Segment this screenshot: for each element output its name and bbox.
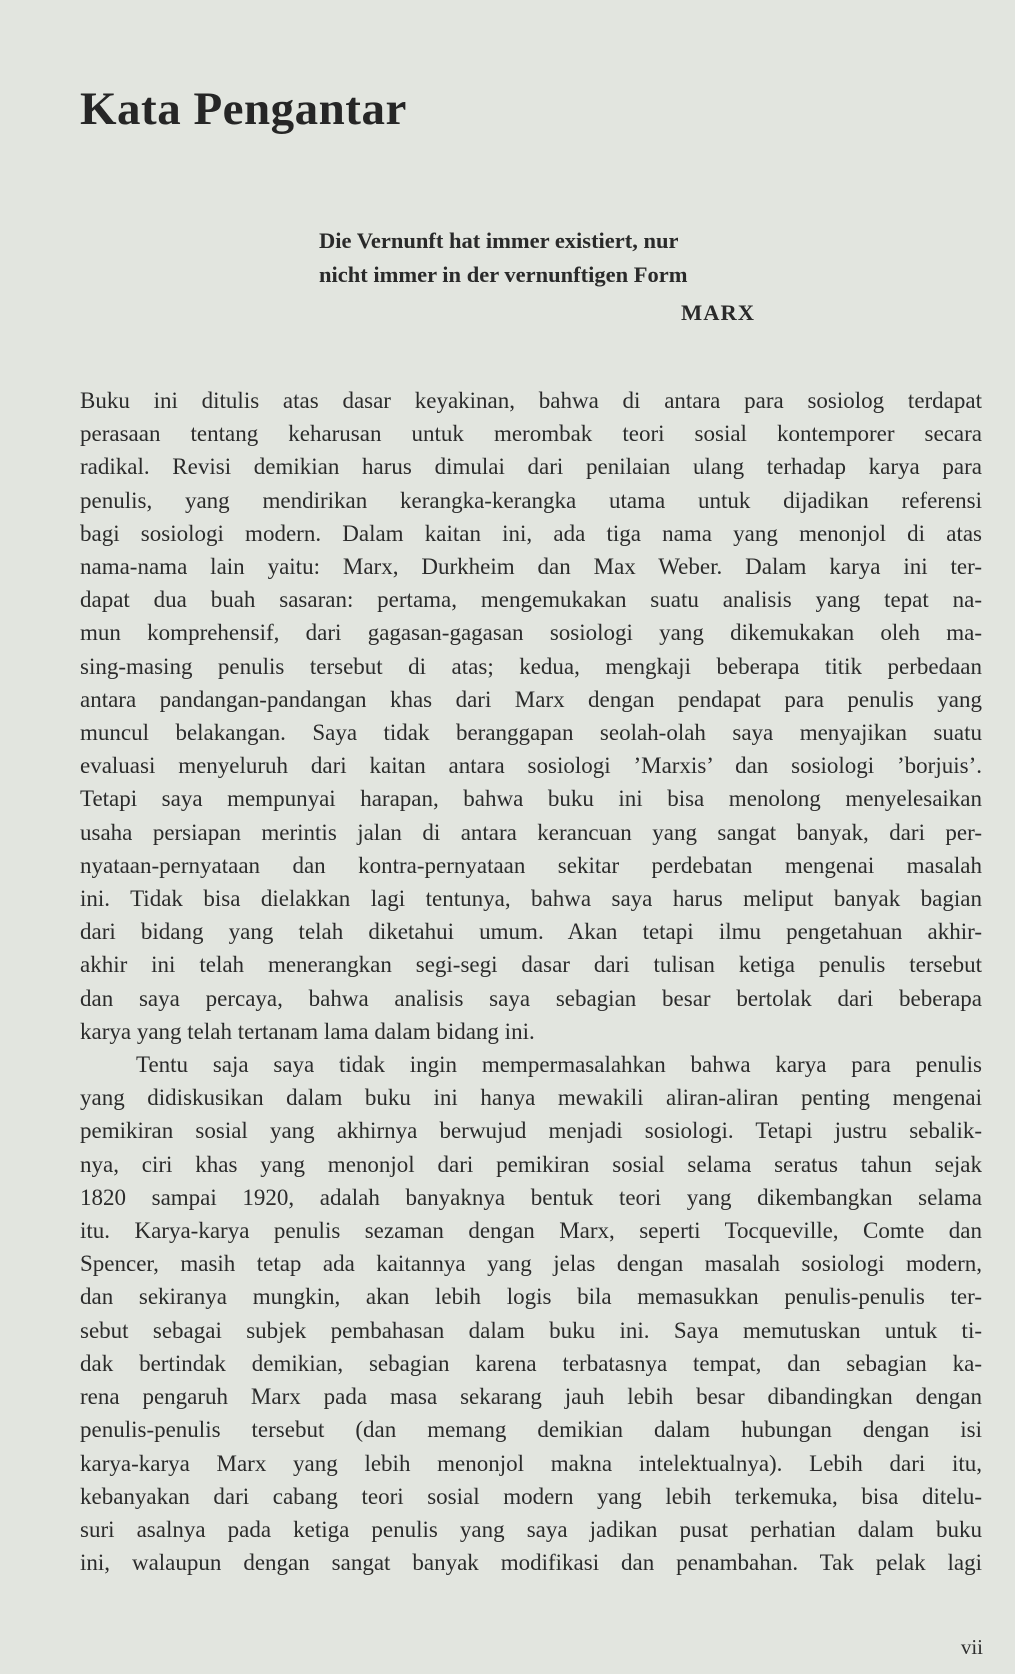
text-line: penulis, yang mendirikan kerangka-kerangka utama untuk dijadikan referensi [80,487,982,513]
text-line: Buku ini ditulis atas dasar keyakinan, bahwa di antara para sosiolog terdapat [80,388,982,413]
paragraph [80,1048,982,1579]
text-line: itu. Karya-karya penulis sezaman dengan Marx, seperti Tocqueville, Comte dan [80,1218,982,1244]
epigraph-line: nicht immer in der vernunftigen Form [319,262,688,287]
text-line: radikal. Revisi demikian harus dimulai dari penilaian ulang terhadap karya para [80,454,982,480]
text-line: karya-karya Marx yang lebih menonjol makna intelektualnya). Lebih dari itu, [80,1450,982,1476]
text-line: Tetapi saya mempunyai harapan, bahwa buku ini bisa menolong menyelesaikan [80,786,982,812]
text-line: sing-masing penulis tersebut di atas; kedua, mengkaji beberapa titik perbedaan [80,653,982,679]
text-line: muncul belakangan. Saya tidak beranggapan seolah-olah saya menyajikan suatu [80,720,982,746]
text-line: pemikiran sosial yang akhirnya berwujud menjadi sosiologi. Tetapi justru sebalik- [80,1118,982,1144]
epigraph [319,224,755,330]
epigraph-line: Die Vernunft hat immer existiert, nur [319,228,679,253]
text-line: nyataan-pernyataan dan kontra-pernyataan sekitar perdebatan mengenai masalah [80,852,982,878]
text-line: dak bertindak demikian, sebagian karena terbatasnya tempat, dan sebagian ka- [80,1350,982,1376]
text-line: yang didiskusikan dalam buku ini hanya mewakili aliran-aliran penting mengenai [80,1085,982,1111]
text-line: evaluasi menyeluruh dari kaitan antara sosiologi ’Marxis’ dan sosiologi ’borjuis’. [80,753,982,779]
text-line: 1820 sampai 1920, adalah banyaknya bentuk teori yang dikembangkan selama [80,1184,982,1210]
text-line: dapat dua buah sasaran: pertama, mengemukakan suatu analisis yang tepat na- [80,587,982,613]
text-line: bagi sosiologi modern. Dalam kaitan ini, ada tiga nama yang menonjol di atas [80,520,982,546]
page-number: vii [960,1635,983,1659]
text-line: akhir ini telah menerangkan segi-segi dasar dari tulisan ketiga penulis tersebut [80,952,982,978]
text-line: ini. Tidak bisa dielakkan lagi tentunya, bahwa saya harus meliput banyak bagian [80,886,982,912]
body-text [80,384,982,1579]
text-line: kebanyakan dari cabang teori sosial modern yang lebih terkemuka, bisa ditelu- [80,1483,982,1509]
text-line: karya yang telah tertanam lama dalam bidang ini. [80,1018,535,1044]
paragraph [80,384,982,1048]
text-line: penulis-penulis tersebut (dan memang demikian dalam hubungan dengan isi [80,1417,982,1443]
text-line: nama-nama lain yaitu: Marx, Durkheim dan Max Weber. Dalam karya ini ter- [80,554,982,580]
text-line: usaha persiapan merintis jalan di antara kerancuan yang sangat banyak, dari per- [80,819,982,845]
epigraph-author: MARX [681,300,755,325]
text-line: Spencer, masih tetap ada kaitannya yang jelas dengan masalah sosiologi modern, [80,1251,982,1277]
text-line: perasaan tentang keharusan untuk merombak teori sosial kontemporer secara [80,421,982,447]
text-line: dari bidang yang telah diketahui umum. Akan tetapi ilmu pengetahuan akhir- [80,919,982,945]
text-line: mun komprehensif, dari gagasan-gagasan sosiologi yang dikemukakan oleh ma- [80,620,982,646]
text-line: rena pengaruh Marx pada masa sekarang jauh lebih besar dibandingkan dengan [80,1384,982,1410]
text-line: antara pandangan-pandangan khas dari Marx dengan pendapat para penulis yang [80,686,982,712]
text-line: ini, walaupun dengan sangat banyak modifikasi dan penambahan. Tak pelak lagi [80,1550,982,1576]
text-line: nya, ciri khas yang menonjol dari pemikiran sosial selama seratus tahun sejak [80,1151,982,1177]
text-line: dan sekiranya mungkin, akan lebih logis bila memasukkan penulis-penulis ter- [80,1284,982,1310]
text-line: sebut sebagai subjek pembahasan dalam buku ini. Saya memutuskan untuk ti- [80,1317,982,1343]
text-line: dan saya percaya, bahwa analisis saya sebagian besar bertolak dari beberapa [80,985,982,1011]
text-line: suri asalnya pada ketiga penulis yang saya jadikan pusat perhatian dalam buku [80,1516,982,1542]
text-line: Tentu saja saya tidak ingin mempermasalahkan bahwa karya para penulis [136,1052,982,1078]
page-title: Kata Pengantar [80,83,407,135]
